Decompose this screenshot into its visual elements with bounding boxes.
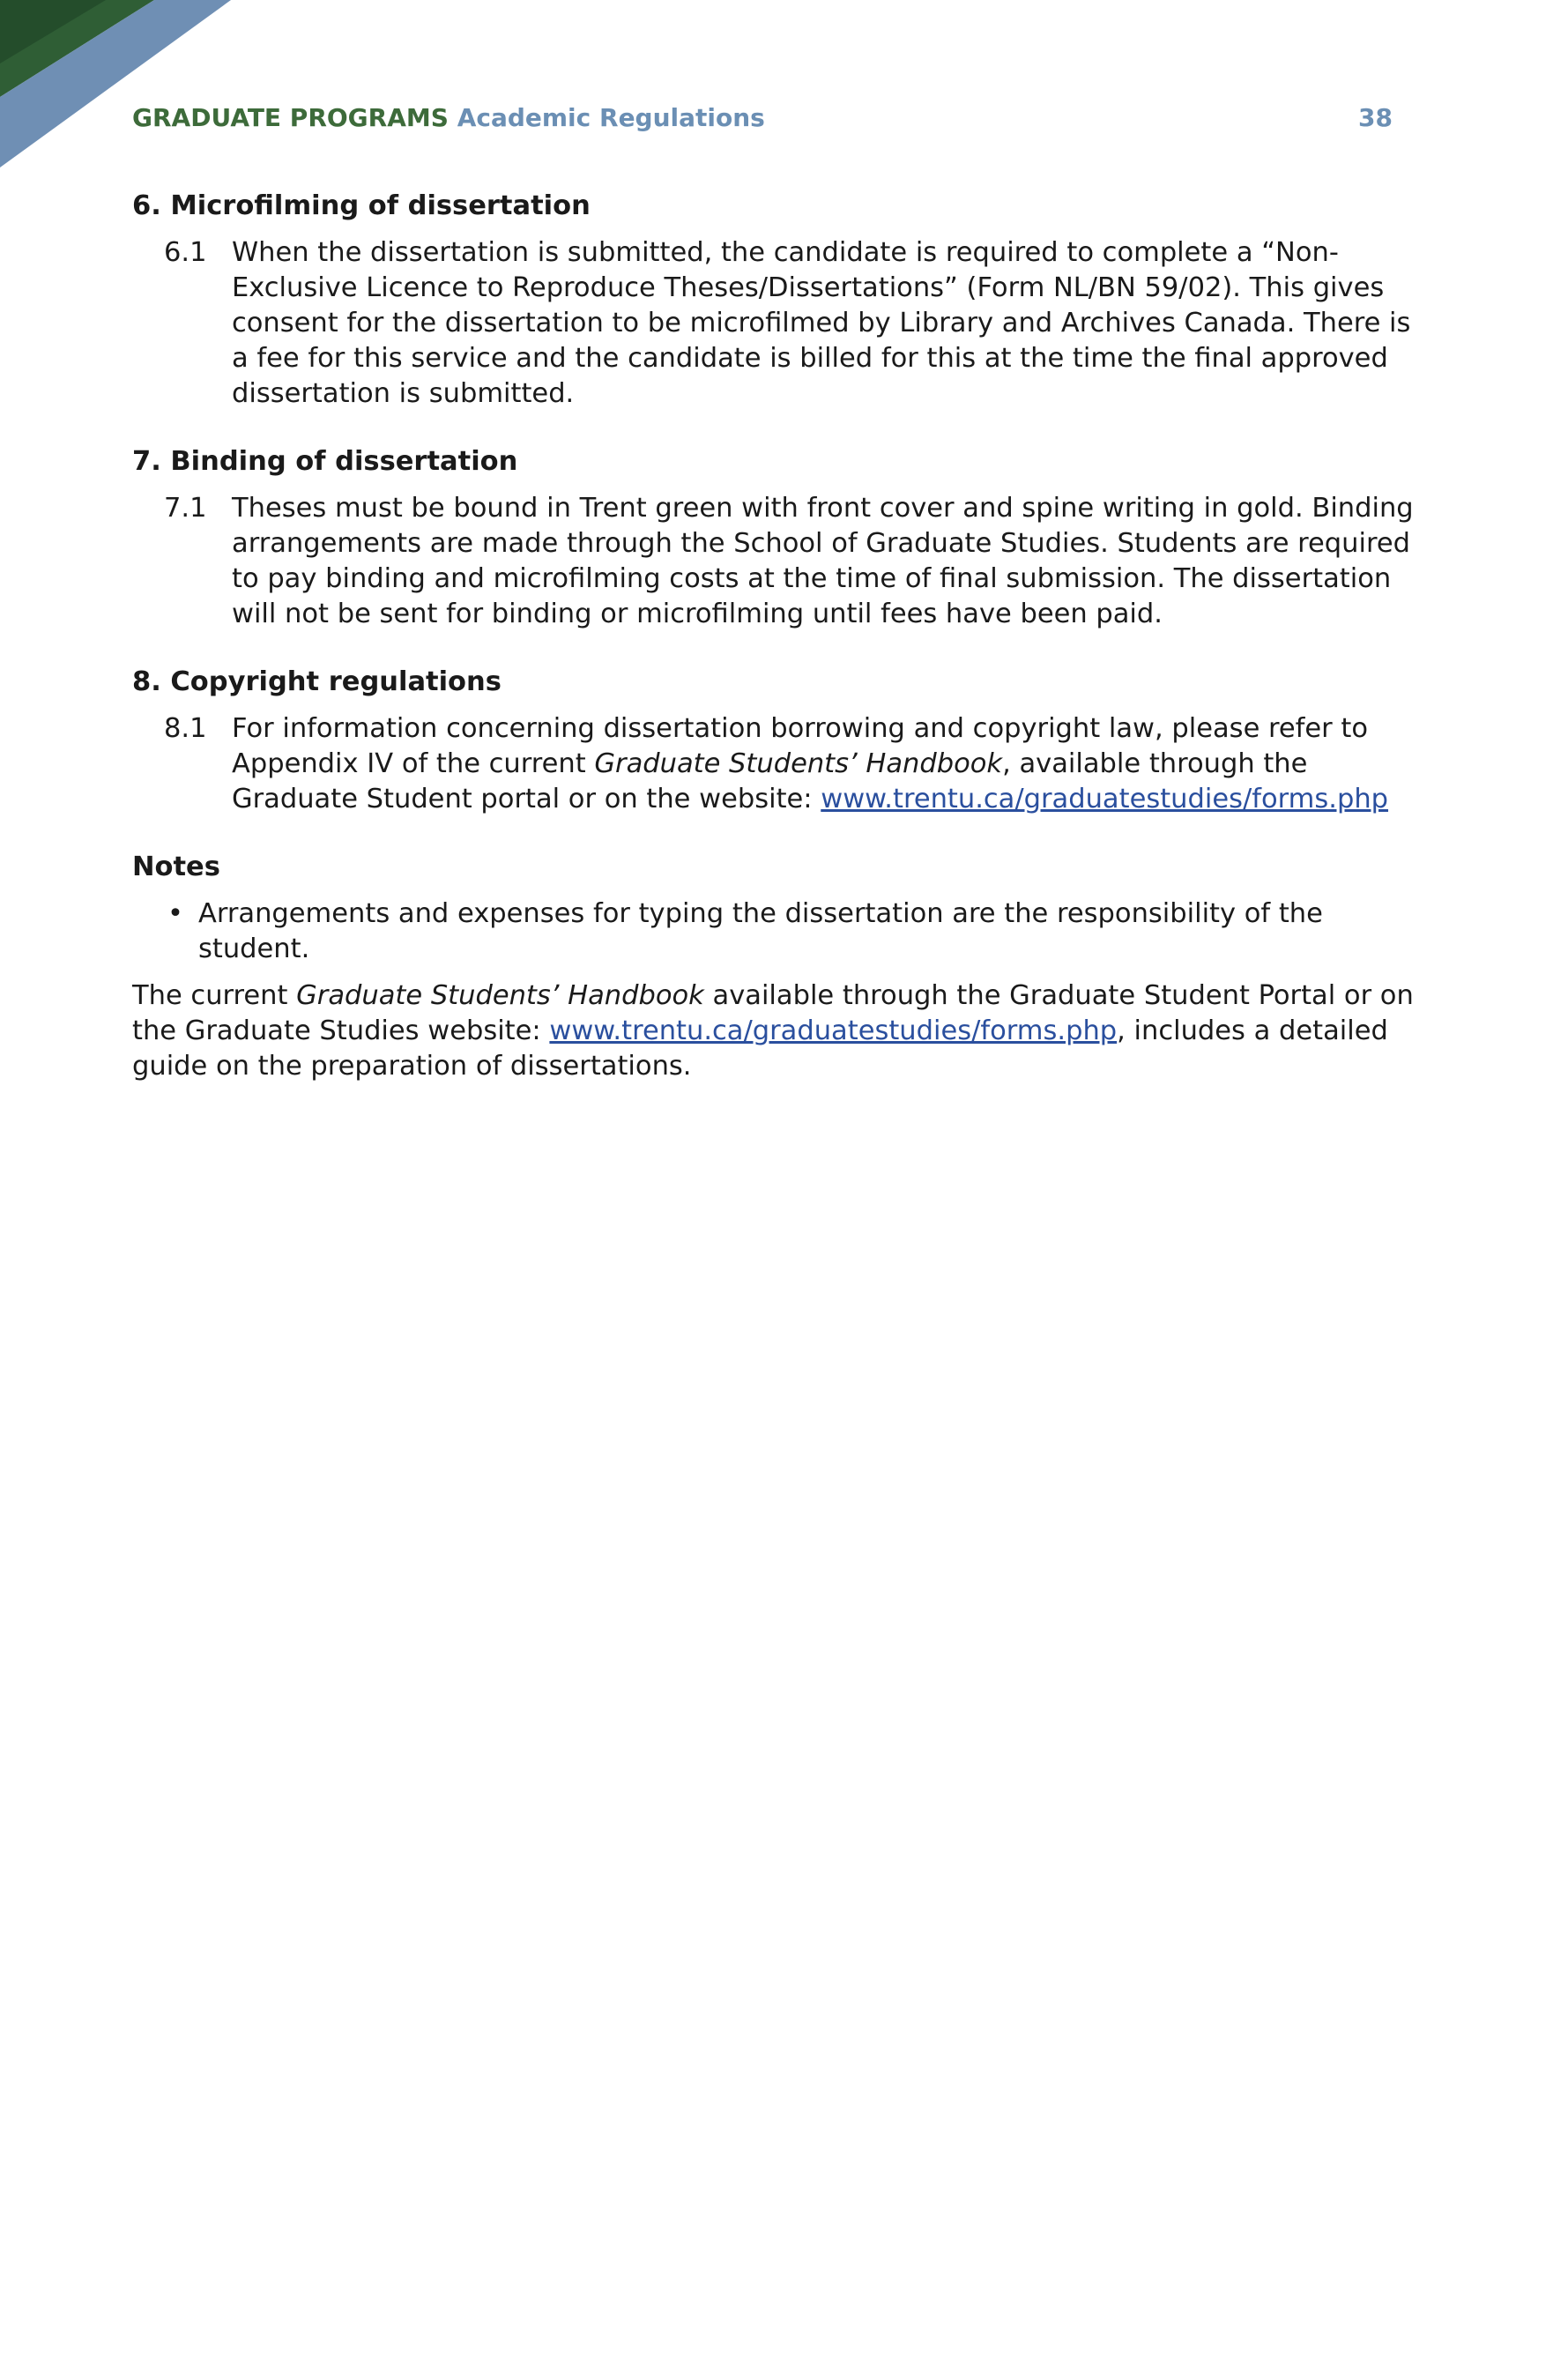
section-binding bbox=[132, 444, 1428, 632]
clause bbox=[132, 235, 1428, 412]
handbook-title: Graduate Students’ Handbook bbox=[594, 748, 1003, 779]
forms-link[interactable]: www.trentu.ca/graduatestudies/forms.php bbox=[549, 1015, 1118, 1046]
list-item bbox=[132, 896, 1428, 967]
clause-number: 7.1 bbox=[164, 493, 207, 524]
bullet-text: Arrangements and expenses for typing the dissertation are the responsibility of the student. bbox=[198, 898, 1323, 964]
clause-number: 8.1 bbox=[164, 713, 207, 744]
clause-number: 6.1 bbox=[164, 237, 207, 268]
section-microfilming bbox=[132, 189, 1428, 412]
clause bbox=[132, 711, 1428, 817]
clause-text: Theses must be bound in Trent green with front cover and spine writing in gold. Binding arrangements are made through the School of Graduate Studies. Students are required to pay binding and microfilming costs at the time of final submission. The dissertation will not be sent for binding or microfilming until fees have been paid. bbox=[232, 493, 1414, 629]
paragraph-text-part: The current bbox=[132, 980, 297, 1011]
notes-paragraph bbox=[132, 978, 1428, 1084]
header-section: Academic Regulations bbox=[457, 103, 765, 132]
forms-link[interactable]: www.trentu.ca/graduatestudies/forms.php bbox=[821, 784, 1389, 814]
section-heading: 8. Copyright regulations bbox=[132, 666, 502, 697]
corner-decoration-graphic bbox=[0, 0, 247, 167]
handbook-title: Graduate Students’ Handbook bbox=[296, 980, 704, 1011]
header-brand: GRADUATE PROGRAMS bbox=[132, 103, 449, 132]
clause-text-part: , available through the Graduate Student portal or on the website: bbox=[232, 748, 1308, 814]
page-header bbox=[132, 99, 1393, 138]
paragraph-text-part: available through the Graduate Student Portal or on the Graduate Studies website: bbox=[132, 980, 1414, 1046]
clause-text: When the dissertation is submitted, the candidate is required to complete a “Non-Exclusive Licence to Reproduce Theses/Dissertations” (Form NL/BN 59/02). This gives consent for the dissertation to be microfilmed by Library and Archives Canada. There is a fee for this service and the candidate is billed for this at the time the final approved dissertation is submitted. bbox=[232, 237, 1411, 409]
bullet-icon: • bbox=[167, 898, 183, 929]
clause-text bbox=[232, 711, 1428, 817]
clause-text-part: For information concerning dissertation borrowing and copyright law, please refer to Appendix IV of the current bbox=[232, 713, 1369, 779]
notes-heading: Notes bbox=[132, 852, 220, 882]
section-copyright bbox=[132, 665, 1428, 817]
section-heading: 6. Microfilming of dissertation bbox=[132, 190, 591, 221]
paragraph-text-part: , includes a detailed guide on the preparation of dissertations. bbox=[132, 1015, 1388, 1082]
document-body bbox=[132, 189, 1428, 1084]
section-heading: 7. Binding of dissertation bbox=[132, 446, 518, 477]
clause bbox=[132, 491, 1428, 632]
notes-section bbox=[132, 850, 1428, 1084]
page-number: 38 bbox=[1358, 103, 1393, 132]
